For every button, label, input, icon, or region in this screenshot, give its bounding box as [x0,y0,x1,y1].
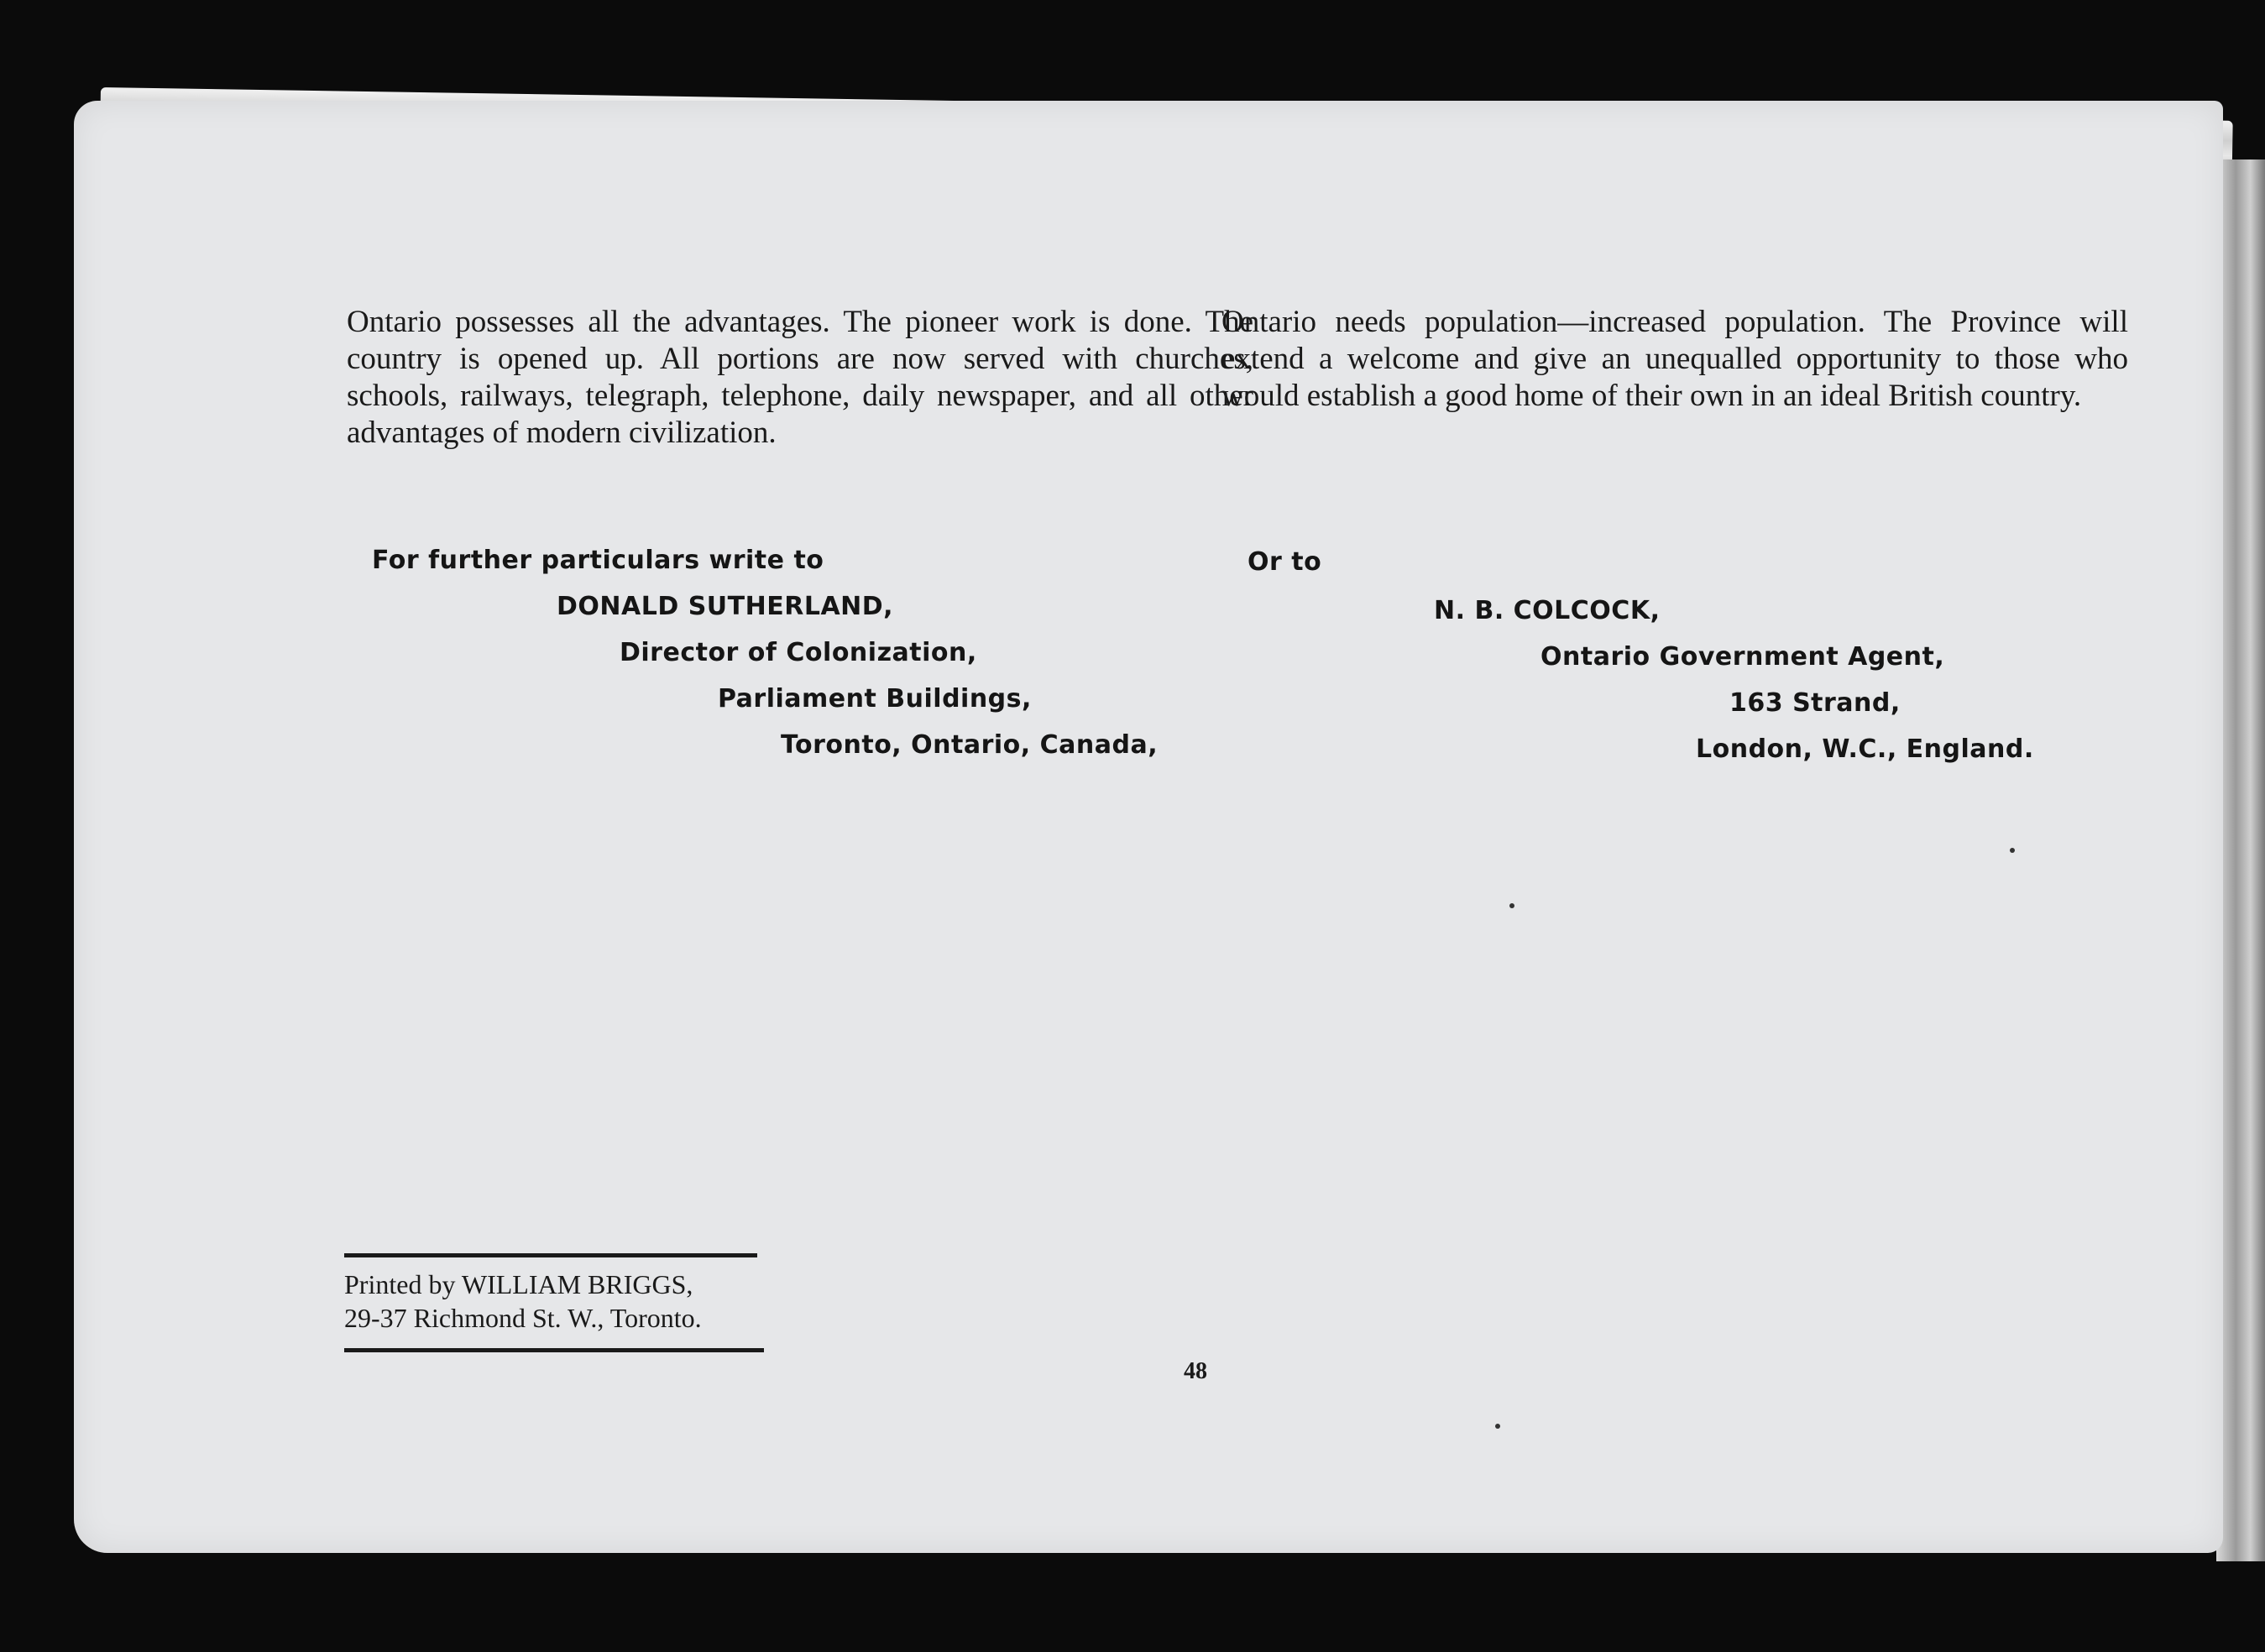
right-contact-street: 163 Strand, [1729,688,1901,718]
speck [1495,1424,1500,1429]
left-contact-intro: For further particulars write to [372,546,824,575]
speck [1509,903,1514,908]
document-page [74,101,2223,1553]
right-paragraph: Ontario needs population—increased population. The Province will extend a welcome and give an unequalled opportunity to those who would establish a good home of their own in an ideal British country. [1221,305,2128,413]
left-contact-building: Parliament Buildings, [718,684,1032,714]
left-contact-title: Director of Colonization, [620,638,977,667]
left-paragraph: Ontario possesses all the advantages. The pioneer work is done. The country is opened up. All portions are now served with churches, schools, railways, telegraph, telephone, daily newspaper, and all other advantages of modern civilization. [347,305,1253,450]
imprint-top-rule [344,1253,757,1257]
imprint-line-1: Printed by WILLIAM BRIGGS, [344,1269,693,1299]
left-contact-city: Toronto, Ontario, Canada, [781,730,1159,760]
page-number: 48 [1184,1358,1207,1384]
imprint-line-2: 29-37 Richmond St. W., Toronto. [344,1303,702,1333]
speck [2010,848,2015,853]
right-contact-title: Ontario Government Agent, [1541,642,1945,672]
page-stack-right-edge [2216,159,2265,1561]
left-contact-name: DONALD SUTHERLAND, [557,592,894,621]
right-contact-intro: Or to [1248,547,1322,577]
right-contact-city: London, W.C., England. [1696,735,2034,764]
right-contact-name: N. B. COLCOCK, [1434,596,1661,625]
imprint-bottom-rule [344,1348,764,1352]
